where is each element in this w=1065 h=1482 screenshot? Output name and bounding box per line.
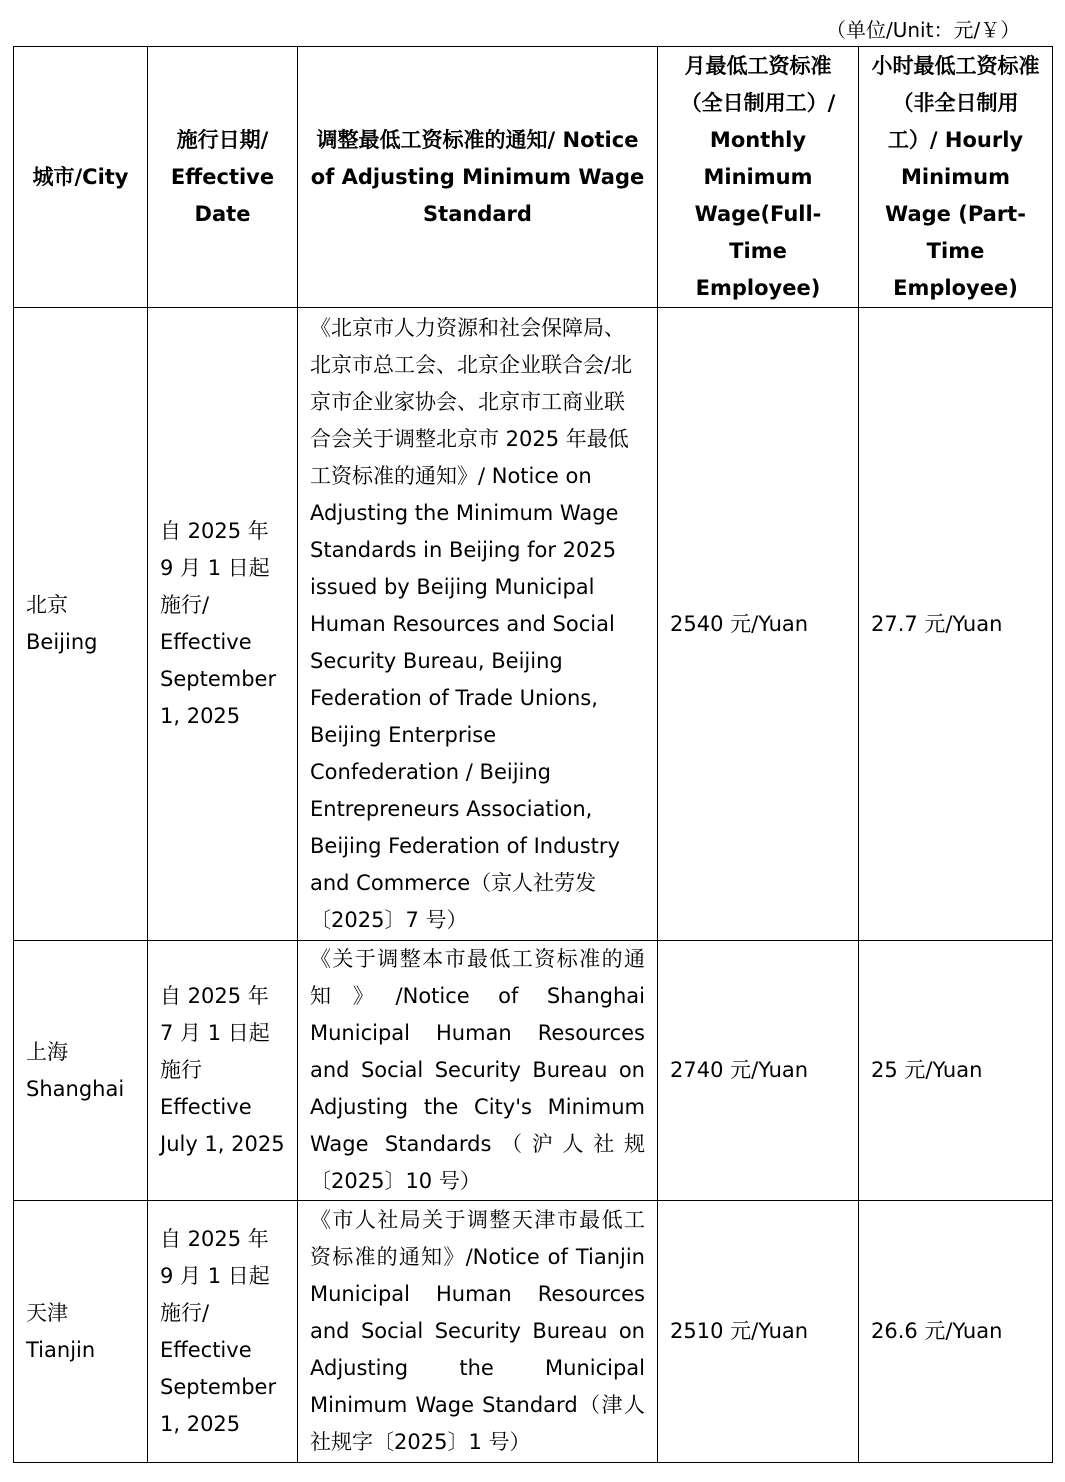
table-row bbox=[14, 308, 1053, 941]
city-en: Beijing bbox=[26, 630, 98, 654]
notice-cell: 《市人社局关于调整天津市最低工资标准的通知》/Notice of Tianjin Municipal Human Resources and Social Security Bureau on Adjusting the Municipal Minimum Wage Standard（津人社规字〔2025〕1 号） bbox=[298, 1201, 658, 1463]
monthly-wage-cell: 2740 元/Yuan bbox=[658, 941, 859, 1201]
hourly-wage-cell: 27.7 元/Yuan bbox=[859, 308, 1053, 941]
city-zh: 上海 bbox=[26, 1039, 68, 1064]
notice-cell: 《关于调整本市最低工资标准的通知》/Notice of Shanghai Municipal Human Resources and Social Security Bureau on Adjusting the City's Minimum Wage Standards（沪人社规〔2025〕10 号） bbox=[298, 941, 658, 1201]
header-city: 城市/City bbox=[14, 47, 148, 308]
date-cell: 自 2025 年 9 月 1 日起施行/ Effective September 1, 2025 bbox=[148, 1201, 298, 1463]
city-en: Shanghai bbox=[26, 1076, 125, 1101]
monthly-wage-cell: 2540 元/Yuan bbox=[658, 308, 859, 941]
notice-cell: 《北京市人力资源和社会保障局、北京市总工会、北京企业联合会/北京市企业家协会、北京市工商业联合会关于调整北京市 2025 年最低工资标准的通知》/ Notice on Adjusting the Minimum Wage Standards in Beijing for 2025 issued by Beijing Municipal Human Resources and Social Security Bureau, Beijing Federation of Trade Unions, Beijing Enterprise Confederation / Beijing Entrepreneurs Association, Beijing Federation of Industry and Commerce（京人社劳发〔2025〕7 号） bbox=[298, 308, 658, 941]
table-row bbox=[14, 941, 1053, 1201]
monthly-wage-cell: 2510 元/Yuan bbox=[658, 1201, 859, 1463]
hourly-wage-cell: 26.6 元/Yuan bbox=[859, 1201, 1053, 1463]
table-row bbox=[14, 1201, 1053, 1463]
date-cell: 自 2025 年 9 月 1 日起施行/ Effective September 1, 2025 bbox=[148, 308, 298, 941]
minimum-wage-table bbox=[13, 46, 1053, 1463]
city-zh: 北京 bbox=[26, 593, 68, 617]
hourly-wage-cell: 25 元/Yuan bbox=[859, 941, 1053, 1201]
header-notice: 调整最低工资标准的通知/ Notice of Adjusting Minimum Wage Standard bbox=[298, 47, 658, 308]
city-zh: 天津 bbox=[26, 1300, 68, 1325]
unit-note: （单位/Unit：元/￥） bbox=[826, 18, 1021, 42]
city-en: Tianjin bbox=[26, 1337, 96, 1362]
header-hourly-wage: 小时最低工资标准（非全日制用工）/ Hourly Minimum Wage (Part-Time Employee) bbox=[859, 47, 1053, 308]
table-header-row bbox=[14, 47, 1053, 308]
date-cell: 自 2025 年 7 月 1 日起施行 Effective July 1, 2025 bbox=[148, 941, 298, 1201]
header-monthly-wage: 月最低工资标准（全日制用工）/ Monthly Minimum Wage(Full-Time Employee) bbox=[658, 47, 859, 308]
city-cell bbox=[14, 941, 148, 1201]
city-cell bbox=[14, 1201, 148, 1463]
header-effective-date: 施行日期/ Effective Date bbox=[148, 47, 298, 308]
city-cell bbox=[14, 308, 148, 941]
